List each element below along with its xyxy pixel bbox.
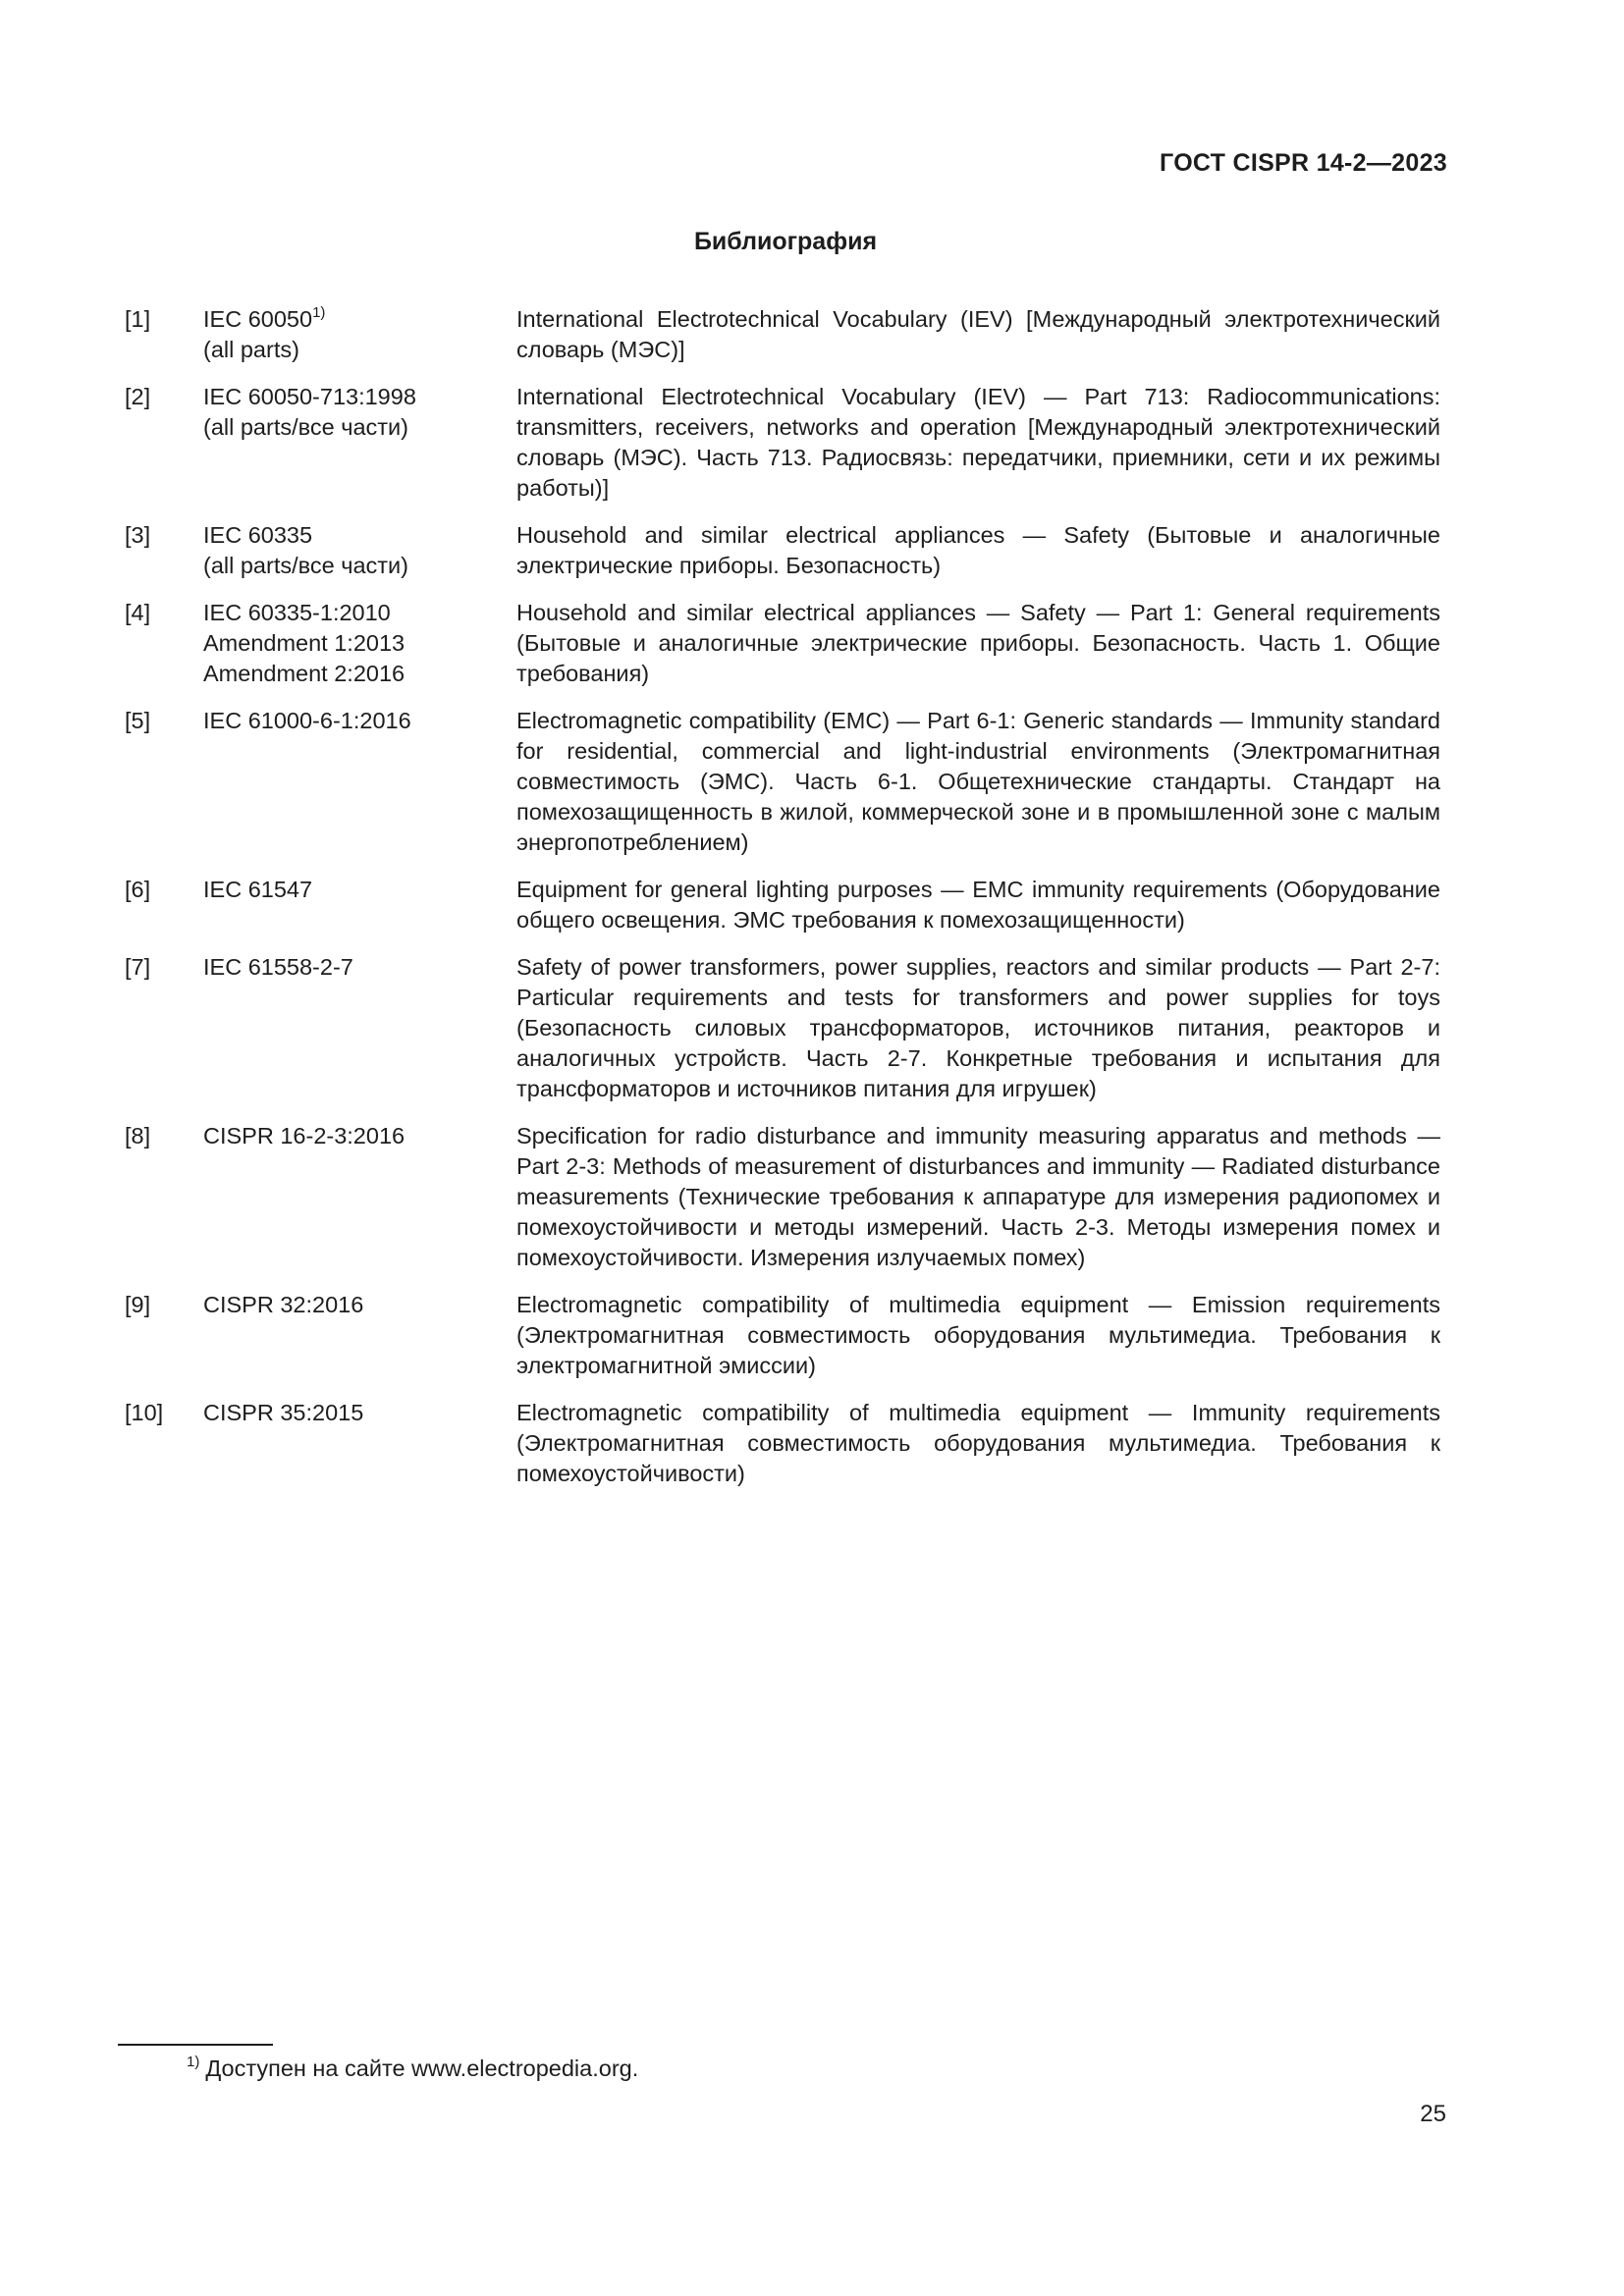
footnote-marker: 1) — [312, 304, 326, 321]
entry-number: [1] — [125, 306, 151, 332]
entry-description: Electromagnetic compatibility (EMC) — Part 6-1: Generic standards — Immunity standard for residential, commercial and light-industrial environments (Электромагнитная совместимость (ЭМС). Часть 6-1. Общетехнические стандарты. Стандарт на помехозащищенность в жилой, коммерческой зоне и в промышленной зоне с малым энергопотреблением) — [516, 708, 1440, 855]
reference-line: CISPR 16-2-3:2016 — [203, 1123, 406, 1148]
bibliography-entry — [125, 952, 1440, 1104]
entry-number: [6] — [125, 877, 151, 902]
bibliography-entry — [125, 598, 1440, 689]
entry-description: International Electrotechnical Vocabulary (IEV) — Part 713: Radiocommunications: transmitters, receivers, networks and operation [Международный электротехнический словарь (МЭС). Часть 713. Радиосвязь: передатчики, приемники, сети и их режимы работы)] — [516, 384, 1440, 501]
footnote-text: Доступен на сайте www.electropedia.org. — [205, 2056, 639, 2081]
entry-description: Household and similar electrical appliances — Safety (Бытовые и аналогичные электрические приборы. Безопасность) — [516, 522, 1440, 578]
document-code-header: ГОСТ CISPR 14-2—2023 — [1160, 149, 1447, 177]
reference-line: IEC 60335-1:2010 — [203, 600, 391, 625]
bibliography-entry — [125, 1398, 1440, 1489]
entry-number: [4] — [125, 600, 151, 625]
entry-description: Safety of power transformers, power supplies, reactors and similar products — Part 2-7: Particular requirements and tests for transformers and power supplies for toys (Безопасность силовых трансформаторов, источников питания, реакторов и аналогичных устройств. Часть 2-7. Конкретные требования и испытания для трансформаторов и источников питания для игрушек) — [516, 954, 1440, 1101]
reference-line: Amendment 1:2013 — [203, 630, 406, 656]
footnote — [187, 2056, 638, 2082]
reference-line: Amendment 2:2016 — [203, 661, 406, 686]
entry-reference — [203, 706, 516, 736]
entry-reference — [203, 598, 516, 689]
entry-description: Electromagnetic compatibility of multimedia equipment — Immunity requirements (Электромагнитная совместимость оборудования мультимедиа. Требования к помехоустойчивости) — [516, 1400, 1440, 1486]
reference-line: IEC 61000-6-1:2016 — [203, 708, 411, 733]
reference-line: IEC 61558-2-7 — [203, 954, 353, 980]
entry-reference — [203, 1290, 516, 1320]
entry-number: [8] — [125, 1123, 151, 1148]
entry-description: Household and similar electrical appliances — Safety — Part 1: General requirements (Бытовые и аналогичные электрические приборы. Безопасность. Часть 1. Общие требования) — [516, 600, 1440, 686]
entry-reference — [203, 382, 516, 443]
entry-reference — [203, 1121, 516, 1151]
reference-line: CISPR 35:2015 — [203, 1400, 364, 1425]
entry-number: [9] — [125, 1292, 151, 1317]
entry-number: [5] — [125, 708, 151, 733]
entry-number: [7] — [125, 954, 151, 980]
footnote-divider — [118, 2044, 273, 2046]
bibliography-entry — [125, 1290, 1440, 1381]
bibliography-list — [125, 304, 1440, 1489]
entry-reference — [203, 304, 516, 365]
section-title: Библиография — [693, 228, 878, 255]
entry-reference — [203, 875, 516, 905]
reference-line: IEC 60050$^{1)}$ — [203, 304, 326, 332]
bibliography-entry — [125, 1121, 1440, 1273]
entry-description: Specification for radio disturbance and immunity measuring apparatus and methods — Part 2-3: Methods of measurement of disturbances and immunity — Radiated disturbance measurements (Технические требования к аппаратуре для измерения радиопомех и помехоустойчивости и методы измерений. Часть 2-3. Методы измерения помех и помехоустойчивости. Измерения излучаемых помех) — [516, 1123, 1440, 1270]
entry-number: [3] — [125, 522, 151, 548]
bibliography-entry — [125, 382, 1440, 504]
entry-reference — [203, 520, 516, 581]
reference-line: (all parts) — [203, 337, 299, 362]
entry-number: [2] — [125, 384, 151, 409]
entry-reference — [203, 952, 516, 983]
entry-reference — [203, 1398, 516, 1428]
reference-line: (all parts/все части) — [203, 553, 408, 578]
reference-line: IEC 60335 — [203, 522, 313, 548]
page-number: 25 — [1420, 2101, 1446, 2127]
reference-line: IEC 61547 — [203, 877, 313, 902]
bibliography-entry — [125, 875, 1440, 935]
reference-line: IEC 60050-713:1998 — [203, 384, 416, 409]
reference-line: (all parts/все части) — [203, 414, 408, 440]
bibliography-entry — [125, 520, 1440, 581]
bibliography-entry — [125, 304, 1440, 365]
entry-description: Electromagnetic compatibility of multimedia equipment — Emission requirements (Электромагнитная совместимость оборудования мультимедиа. Требования к электромагнитной эмиссии) — [516, 1292, 1440, 1378]
footnote-marker: 1) — [187, 2054, 200, 2070]
entry-description: Equipment for general lighting purposes — EMC immunity requirements (Оборудование общего освещения. ЭМС требования к помехозащищенности) — [516, 877, 1440, 933]
entry-description: International Electrotechnical Vocabulary (IEV) [Международный электротехнический словарь (МЭС)] — [516, 306, 1440, 362]
entry-number: [10] — [125, 1400, 164, 1425]
bibliography-entry — [125, 706, 1440, 858]
reference-line: CISPR 32:2016 — [203, 1292, 364, 1317]
